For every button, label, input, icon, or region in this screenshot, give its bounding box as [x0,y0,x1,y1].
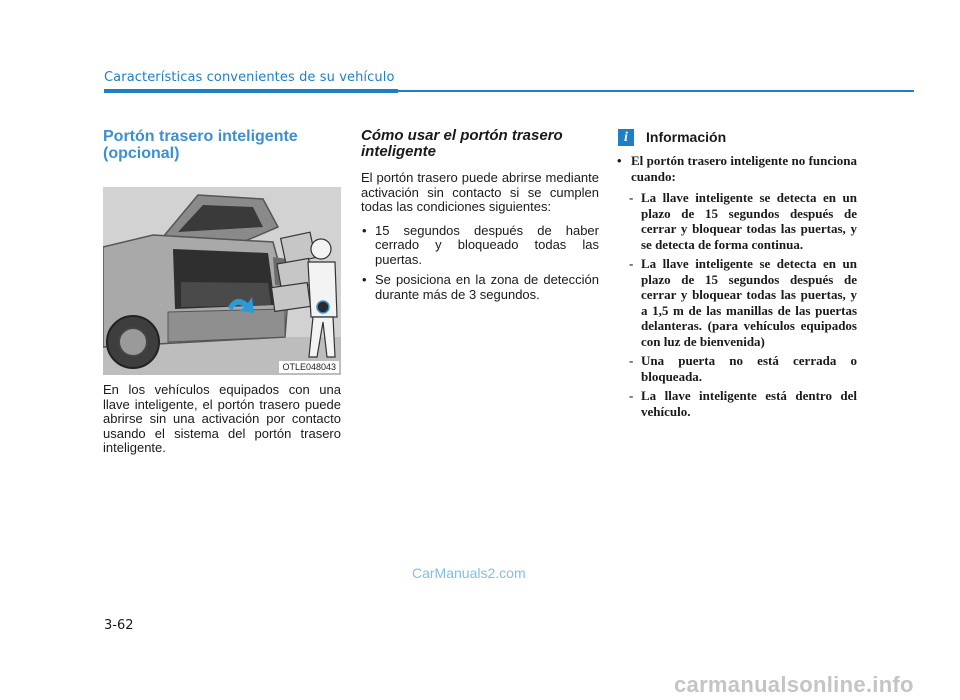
bullet-symbol: • [362,272,367,287]
info-icon: i [618,129,634,146]
middle-column [361,128,599,308]
list-item-text: La llave inteligente se detecta en un plazo de 15 segundos después de cerrar y bloquear todas las puertas, y a 1,5 m de las manillas de las puertas delanteras. (para vehículos equipados con luz de bienvenida) [641,256,857,349]
middle-paragraph: El portón trasero puede abrirse mediante activación sin contacto si se cumplen todas las condiciones siguientes: [361,170,599,214]
condition-list [361,224,599,303]
left-paragraph: En los vehículos equipados con una llave inteligente, el portón trasero puede abrirse sin una activación por contacto usando el sistema del portón trasero inteligente. [103,382,341,455]
info-header [617,128,857,146]
list-item [361,273,599,302]
header-rule-thin [398,90,914,92]
list-item-text: La llave inteligente está dentro del vehículo. [641,388,857,419]
right-column [617,128,857,423]
section-header [104,70,914,94]
dash-symbol: - [629,353,634,368]
list-item [617,353,857,384]
list-item-text: 15 segundos después de haber cerrado y bloqueado todas las puertas. [375,222,599,267]
footer-watermark: carmanualsonline.info [674,672,914,697]
left-column [103,128,341,456]
middle-heading: Cómo usar el portón trasero inteligente [361,127,563,160]
watermark: CarManuals2.com [412,565,526,581]
info-body [617,153,857,419]
list-item-text: Una puerta no está cerrada o bloqueada. [641,353,857,384]
bullet-symbol: • [362,222,367,238]
list-item [617,190,857,252]
dash-symbol: - [629,388,634,403]
list-item [617,388,857,419]
suv-tailgate-drawing [103,187,341,375]
list-item [361,224,599,268]
left-heading: Portón trasero inteligente (opcional) [103,128,298,162]
section-title: Características convenientes de su vehículo [104,70,395,85]
list-item-text: Se posiciona en la zona de detección durante más de 3 segundos. [375,272,599,302]
list-item [617,256,857,349]
bullet-symbol: • [617,153,622,168]
list-item-text: La llave inteligente se detecta en un plazo de 15 segundos después de cerrar y bloquear todas las puertas, y se detecta de forma continua. [641,190,857,252]
info-sub-list [617,190,857,419]
page-number: 3-62 [104,618,134,633]
figure-label: OTLE048043 [279,361,339,373]
info-main-bullet [617,153,857,184]
info-main-bullet-text: El portón trasero inteligente no funciona cuando: [631,153,857,184]
dash-symbol: - [629,256,634,271]
tailgate-illustration [103,187,341,375]
dash-symbol: - [629,190,634,205]
info-title: Información [646,129,727,145]
header-rule-thick [104,89,398,93]
